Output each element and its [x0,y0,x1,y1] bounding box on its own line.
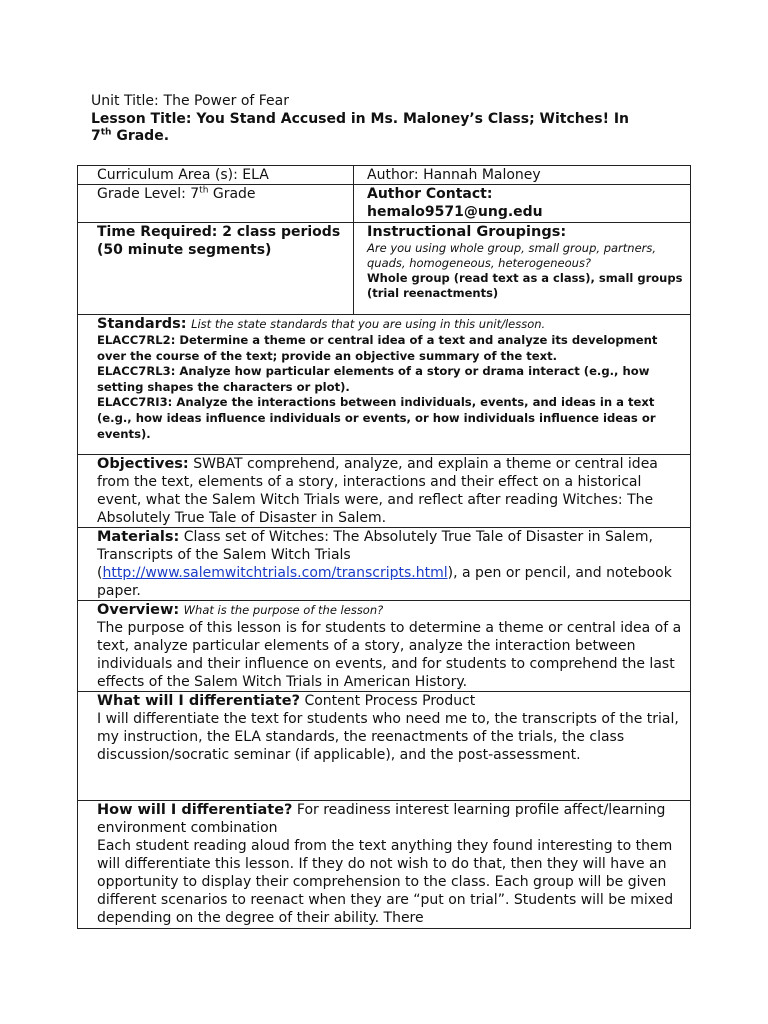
curriculum-area-cell: Curriculum Area (s): ELA [78,166,354,185]
standards-cell: Standards: List the state standards that you are using in this unit/lesson. ELACC7RL2: Determine a theme or central idea of a text and analyze its development over the course of the text; provide an objective summary of the text. ELACC7RL3: Analyze how particular elements of a story or drama interact (e.g., how setting shapes the characters or plot). ELACC7RI3: Analyze the interactions between individuals, events, and ideas in a text (e.g., how ideas influence individuals or events, or how individuals influence ideas or events). [78,315,691,455]
table-row [78,315,691,455]
author-cell: Author: Hannah Maloney [354,166,691,185]
unit-title: Unit Title: The Power of Fear [91,93,289,109]
table-row [78,166,691,185]
standard-item: ELACC7RI3: Analyze the interactions between individuals, events, and ideas in a text (e.g., how ideas influence individuals or events, or how individuals influence ideas or events). [97,395,656,441]
grade-level-cell: Grade Level: 7th Grade [78,185,354,223]
author-contact-cell: Author Contact: hemalo9571@ung.edu [354,185,691,223]
objectives-cell: Objectives: SWBAT comprehend, analyze, and explain a theme or central idea from the text, elements of a story, interactions and their effect on a historical event, what the Salem Witch Trials were, and reflect after reading Witches: The Absolutely True Tale of Disaster in Salem. [78,455,691,528]
lesson-title: Lesson Title: You Stand Accused in Ms. Maloney’s Class; Witches! In [91,110,630,127]
table-row [78,528,691,601]
lesson-plan-table [77,165,691,929]
table-row [78,223,691,315]
materials-cell: Materials: Class set of Witches: The Absolutely True Tale of Disaster in Salem, Transcripts of the Salem Witch Trials (http://www.salemwitchtrials.com/transcripts.html), a pen or pencil, and notebook paper. [78,528,691,601]
document-header [91,93,691,146]
time-required-cell: Time Required: 2 class periods (50 minute segments) [78,223,354,315]
overview-cell: Overview: What is the purpose of the lesson? The purpose of this lesson is for students to determine a theme or central idea of a text, analyze particular elements of a story, analyze the interaction between individuals and their influence on events, and for students to comprehend the last effects of the Salem Witch Trials in American History. [78,601,691,692]
table-row [78,601,691,692]
instructional-groupings-cell: Instructional Groupings: Are you using whole group, small group, partners, quads, homogeneous, heterogeneous? Whole group (read text as a class), small groups (trial reenactments) [354,223,691,315]
author-email: hemalo9571@ung.edu [367,204,543,220]
what-differentiate-cell: What will I differentiate? Content Process Product I will differentiate the text for students who need me to, the transcripts of the trial, my instruction, the ELA standards, the reenactments of the trials, the class discussion/socratic seminar (if applicable), and the post-assessment. [78,692,691,801]
table-row [78,455,691,528]
transcripts-link[interactable]: http://www.salemwitchtrials.com/transcripts.html [102,565,448,581]
lesson-title-continued: 7th Grade. [91,127,170,144]
table-row [78,185,691,223]
table-row [78,692,691,801]
standard-item: ELACC7RL2: Determine a theme or central idea of a text and analyze its development over the course of the text; provide an objective summary of the text. [97,333,658,363]
how-differentiate-cell: How will I differentiate? For readiness interest learning profile affect/learning environment combination Each student reading aloud from the text anything they found interesting to them will differentiate this lesson. If they do not wish to do that, then they will have an opportunity to display their comprehension to the class. Each group will be given different scenarios to reenact when they are “put on trial”. Students will be mixed depending on the degree of their ability. There [78,801,691,929]
standard-item: ELACC7RL3: Analyze how particular elements of a story or drama interact (e.g., how setting shapes the characters or plot). [97,364,650,394]
table-row [78,801,691,929]
